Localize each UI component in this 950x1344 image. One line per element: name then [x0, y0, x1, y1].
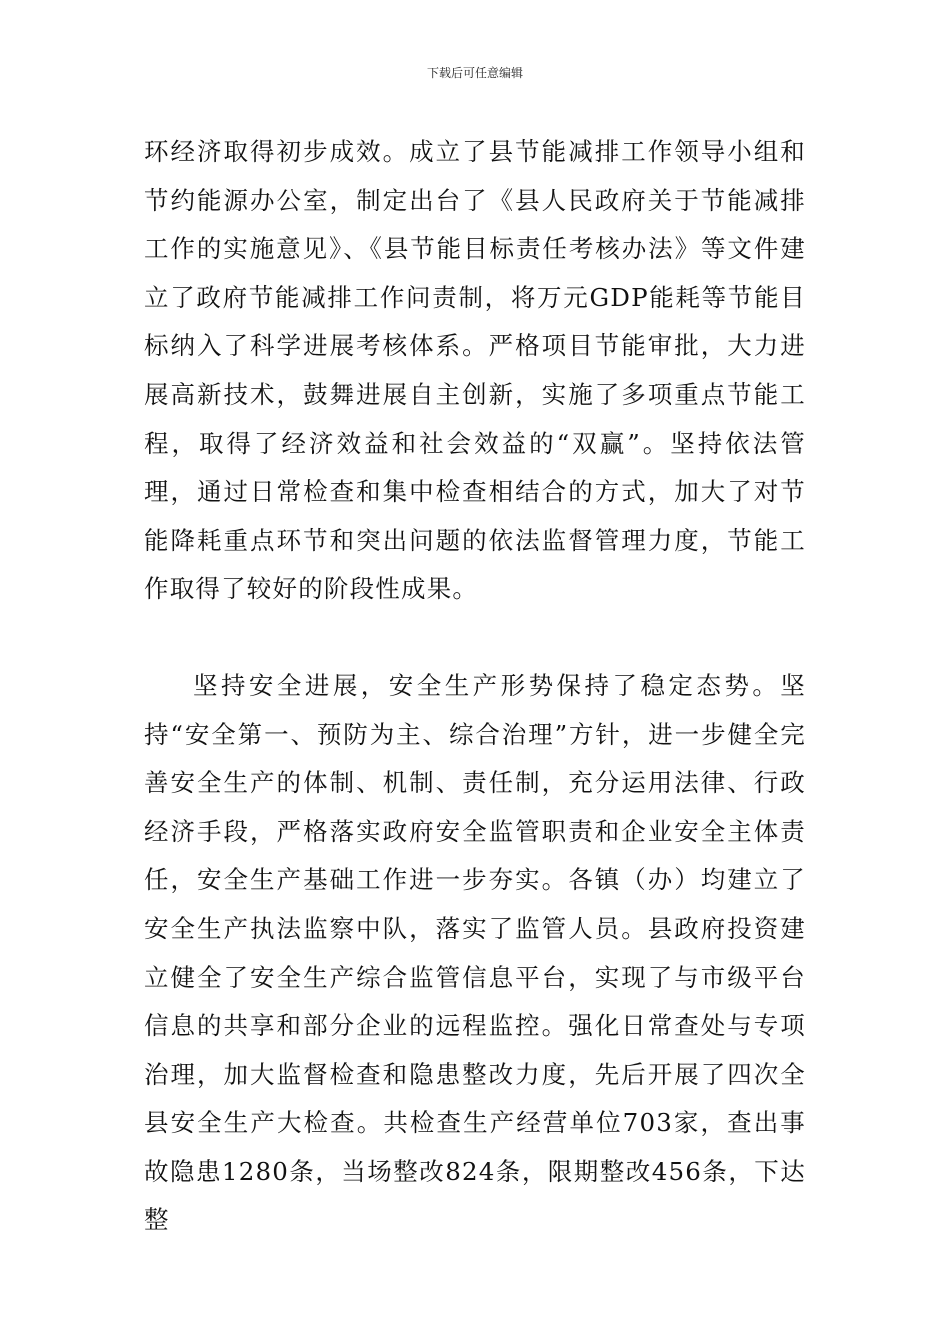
- document-body: [144, 128, 806, 1245]
- page-header: 下载后可任意编辑: [426, 66, 523, 80]
- paragraph-safety-production: 坚持安全进展，安全生产形势保持了稳定态势。坚持“安全第一、预防为主、综合治理”方针，进一步健全完善安全生产的体制、机制、责任制，充分运用法律、行政经济手段，严格落实政府安全监管职责和企业安全主体责任，安全生产基础工作进一步夯实。各镇（办）均建立了安全生产执法监察中队，落实了监管人员。县政府投资建立健全了安全生产综合监管信息平台，实现了与市级平台信息的共享和部分企业的远程监控。强化日常查处与专项治理，加大监督检查和隐患整改力度，先后开展了四次全县安全生产大检查。共检查生产经营单位703家，查出事故隐患1280条，当场整改824条，限期整改456条，下达整: [144, 670, 806, 1235]
- paragraph-energy-saving: 环经济取得初步成效。成立了县节能减排工作领导小组和节约能源办公室，制定出台了《县人民政府关于节能减排工作的实施意见》、《县节能目标责任考核办法》等文件建立了政府节能减排工作问责制，将万元GDP能耗等节能目标纳入了科学进展考核体系。严格项目节能审批，大力进展高新技术，鼓舞进展自主创新，实施了多项重点节能工程，取得了经济效益和社会效益的“双赢”。坚持依法管理，通过日常检查和集中检查相结合的方式，加大了对节能降耗重点环节和突出问题的依法监督管理力度，节能工作取得了较好的阶段性成果。: [144, 137, 806, 604]
